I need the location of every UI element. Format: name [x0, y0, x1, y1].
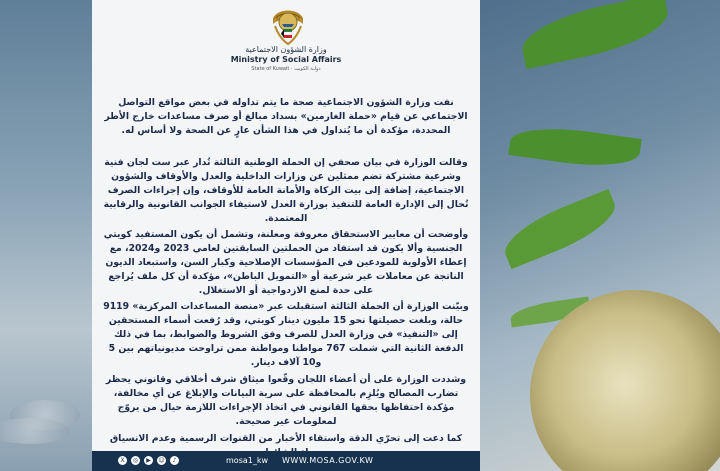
social-handle[interactable]: mosa1_kw: [226, 456, 269, 465]
snapchat-icon[interactable]: ☺: [158, 457, 165, 464]
website-link[interactable]: WWW.MOSA.GOV.KW: [282, 456, 374, 465]
statement-panel: [92, 0, 480, 471]
plant-leaf: [497, 189, 622, 269]
state-label: State of Kuwait · دولـة الكويت: [251, 66, 321, 72]
ministry-name-arabic: وزارة الشؤون الاجتماعية: [245, 45, 327, 54]
paragraph-2: وقالت الوزارة في بيان صحفي إن الحملة الوطنية الثالثة تُدار عبر ست لجان فنية وشرعية مشتركة تضم ممثلين عن وزارات الداخلية والعدل والأوقاف والشؤون الاجتماعية، إضافة إلى بيت الزكاة والأمانة العامة للأوقاف، وإن إجراءات الصرف تُحال إلى الإدارة العامة للتنفيذ بوزارة العدل لاستيفاء الجوانب القانونية والرقابية المعتمدة.: [103, 157, 469, 224]
blurred-coins: [0, 418, 70, 444]
youtube-icon[interactable]: ▶: [144, 456, 153, 465]
x-icon[interactable]: X: [118, 456, 127, 465]
tiktok-icon[interactable]: ♪: [170, 456, 179, 465]
paragraph-3: وأوضحت أن معايير الاستحقاق معروفة ومعلنة، وتشمل أن يكون المستفيد كويتي الجنسية وألا يكون قد استفاد من الحملتين السابقتين لعامي 2023 و2024، مع إعطاء الأولوية للمودعين في المؤسسات الإصلاحية وكبار السن، واستبعاد الديون الناتجة عن معاملات غير شرعية أو «التمويل الباطن»، مؤكدة أن كل ملف يُراجع على حدة لمنع الازدواجية أو الاستغلال.: [103, 229, 469, 296]
instagram-icon[interactable]: ◎: [132, 457, 139, 464]
paragraph-1: نفت وزارة الشؤون الاجتماعية صحة ما يتم تداوله في بعض مواقع التواصل الاجتماعي عن قيام «حملة الغارمين» بسداد مبالغ أو صرف مساعدات خارج الأطر المحددة، مؤكدة أن ما يُتداول في هذا الشأن عارٍ عن الصحة ولا أساس له.: [104, 97, 468, 136]
footer-bar: [92, 451, 480, 471]
background-left: [0, 0, 92, 471]
paragraph-5: وشددت الوزارة على أن أعضاء اللجان وقّعوا ميثاق شرف أخلاقي وقانوني يحظر تضارب المصالح ويُلزِم بالمحافظة على سرية البيانات والإبلاغ عن أي مخالفة، مؤكدة احتفاظها بحقها القانوني في اتخاذ الإجراءات اللازمة حيال من يروّج لمعلومات غير صحيحة.: [105, 374, 467, 427]
paragraph-4: وبيّنت الوزارة أن الحملة الثالثة استقبلت عبر «منصة المساعدات المركزية» 9119 حالة، وبلغت حصيلتها نحو 15 مليون دينار كويتي، وقد رُفعت أسماء المستحقين إلى «التنفيذ» في وزارة العدل للصرف وفق الشروط والضوابط، بما في ذلك الدفعة الثانية التي شملت 767 مواطنا ومواطنة ممن تراوحت مديونياتهم بين 5 و10 آلاف دينار.: [103, 301, 469, 368]
plant-leaf: [508, 121, 641, 173]
background-right: [480, 0, 720, 471]
plant-leaf: [517, 0, 673, 69]
ministry-name-english: Ministry of Social Affairs: [230, 55, 342, 64]
paragraph-6: كما دعت إلى تحرّي الدقة واستقاء الأخبار من القنوات الرسمية وعدم الانسياق: [109, 433, 463, 444]
emblem-icon: [270, 4, 306, 46]
